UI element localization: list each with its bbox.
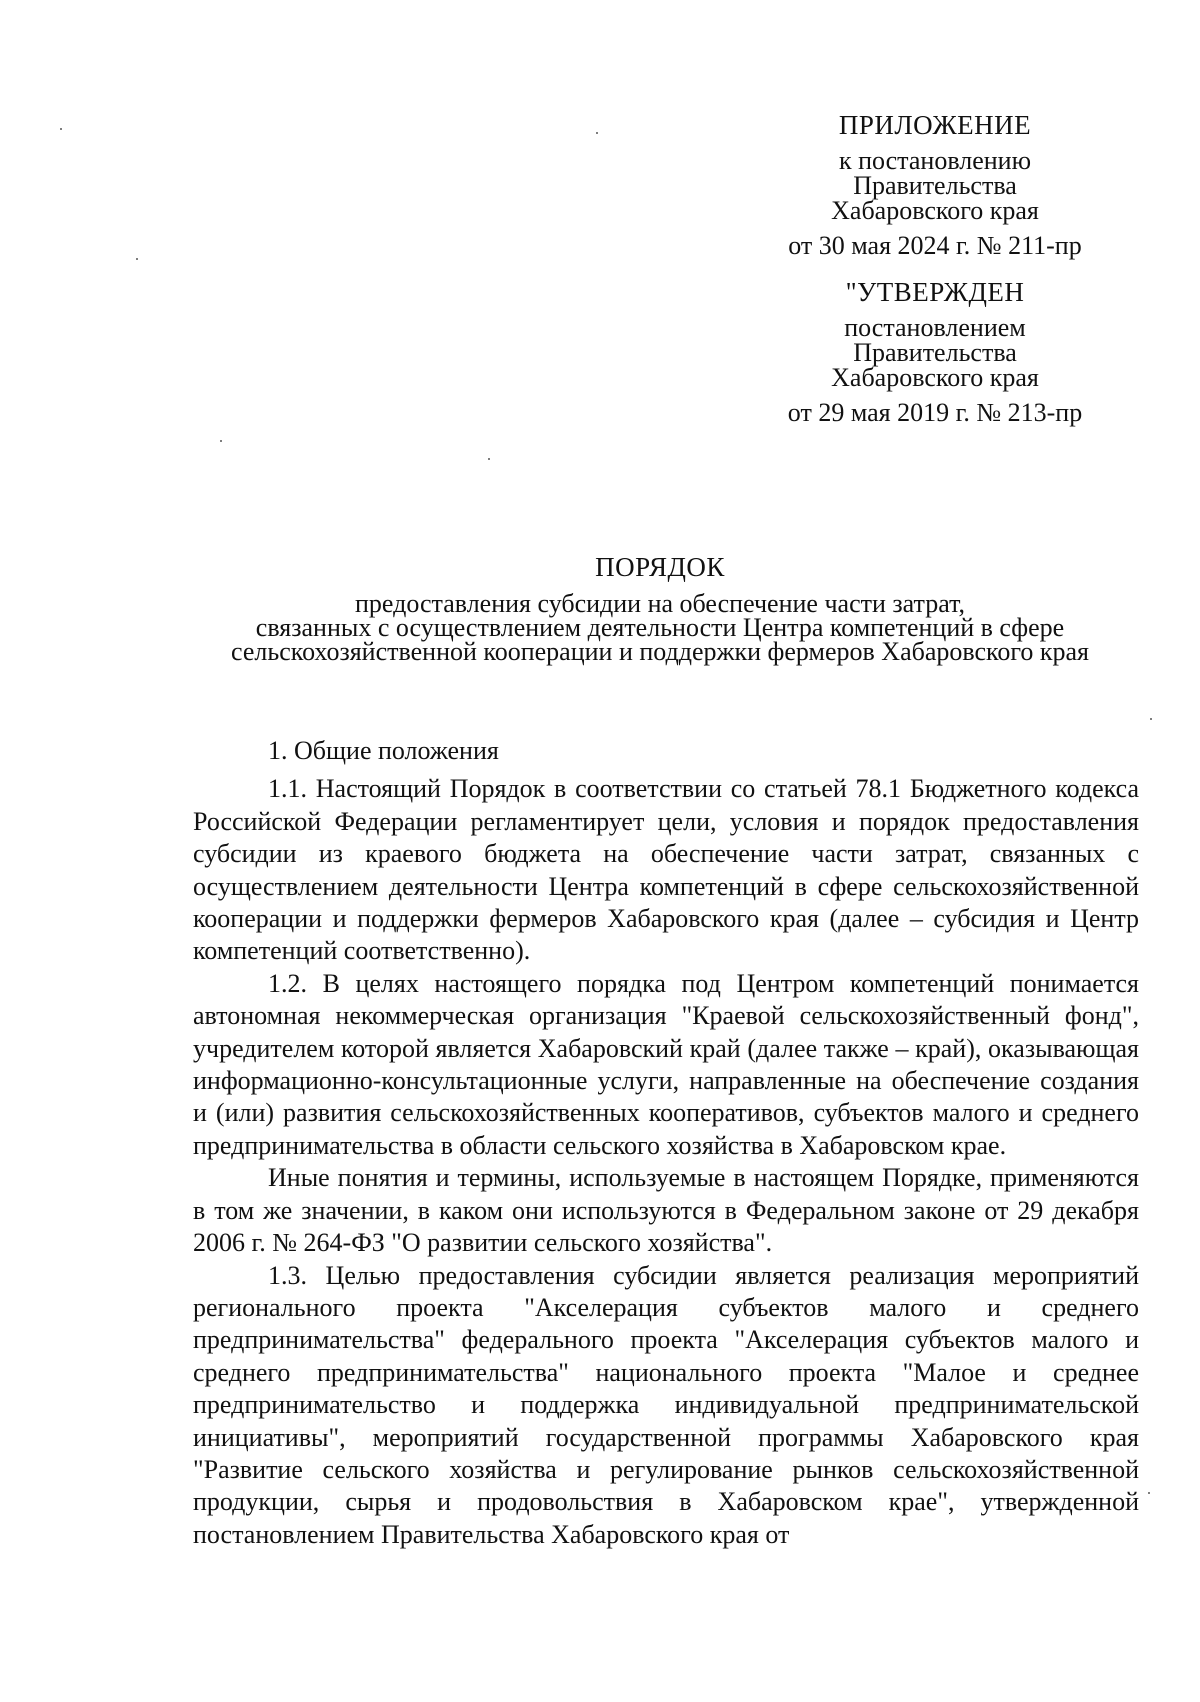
- approved-line-1: постановлением: [844, 313, 1026, 342]
- approved-heading: "УТВЕРЖДЕН: [845, 277, 1025, 307]
- document-body: [193, 735, 1139, 1551]
- scan-speck: [1150, 718, 1152, 720]
- approved-line-3: Хабаровского края: [831, 363, 1039, 392]
- section-heading: 1. Общие положения: [268, 736, 499, 765]
- subtitle-line-3: сельскохозяйственной кооперации и поддержки фермеров Хабаровского края: [231, 637, 1089, 666]
- document-subtitle: [180, 589, 1140, 666]
- scan-speck: [488, 458, 490, 460]
- scan-speck: [136, 258, 138, 260]
- paragraph-1-2: 1.2. В целях настоящего порядка под Центром компетенций понимается автономная некоммерческая организация "Краевой сельскохозяйственный фонд", учредителем которой является Хабаровский край (далее также – край), оказывающая информационно-консультационные услуги, направленные на обеспечение создания и (или) развития сельскохозяйственных кооперативов, субъектов малого и среднего предпринимательства в области сельского хозяйства в Хабаровском крае.: [193, 968, 1139, 1160]
- document-title: ПОРЯДОК: [595, 552, 725, 582]
- scan-speck: [596, 132, 598, 134]
- approved-line-2: Правительства: [853, 338, 1017, 367]
- approved-block: [755, 277, 1115, 427]
- subtitle-line-2: связанных с осуществлением деятельности Центра компетенций в сфере: [255, 613, 1065, 642]
- scan-speck: [220, 440, 222, 442]
- paragraph-1-2-terms: Иные понятия и термины, используемые в настоящем Порядке, применяются в том же значении, в каком они используются в Федеральном законе от 29 декабря 2006 г. № 264-ФЗ "О развитии сельского хозяйства".: [193, 1163, 1139, 1258]
- appendix-line-2: Правительства: [853, 171, 1017, 200]
- subtitle-line-1: предоставления субсидии на обеспечение части затрат,: [355, 589, 965, 618]
- paragraph-1-3: 1.3. Целью предоставления субсидии является реализация мероприятий регионального проекта "Акселерация субъектов малого и среднего предпринимательства" федерального проекта "Акселерация субъектов малого и среднего предпринимательства" национального проекта "Малое и среднее предпринимательство и поддержка индивидуальной предпринимательской инициативы", мероприятий государственной программы Хабаровского края "Развитие сельского хозяйства и регулирование рынков сельскохозяйственной продукции, сырья и продовольствия в Хабаровском крае", утвержденной постановлением Правительства Хабаровского края от: [193, 1260, 1139, 1549]
- appendix-heading: ПРИЛОЖЕНИЕ: [838, 110, 1032, 140]
- appendix-date: от 30 мая 2024 г. № 211-пр: [788, 231, 1082, 260]
- scan-speck: [1148, 1492, 1150, 1494]
- appendix-block: [755, 110, 1115, 260]
- paragraph-1-1: 1.1. Настоящий Порядок в соответствии со статьей 78.1 Бюджетного кодекса Российской Федерации регламентирует цели, условия и порядок предоставления субсидии из краевого бюджета на обеспечение части затрат, связанных с осуществлением деятельности Центра компетенций в сфере сельскохозяйственной кооперации и поддержки фермеров Хабаровского края (далее – субсидия и Центр компетенций соответственно).: [193, 774, 1139, 966]
- approved-date: от 29 мая 2019 г. № 213-пр: [787, 398, 1083, 427]
- appendix-line-3: Хабаровского края: [831, 196, 1039, 225]
- document-title-block: [180, 552, 1140, 664]
- scan-speck: [60, 128, 62, 130]
- appendix-line-1: к постановлению: [838, 146, 1032, 175]
